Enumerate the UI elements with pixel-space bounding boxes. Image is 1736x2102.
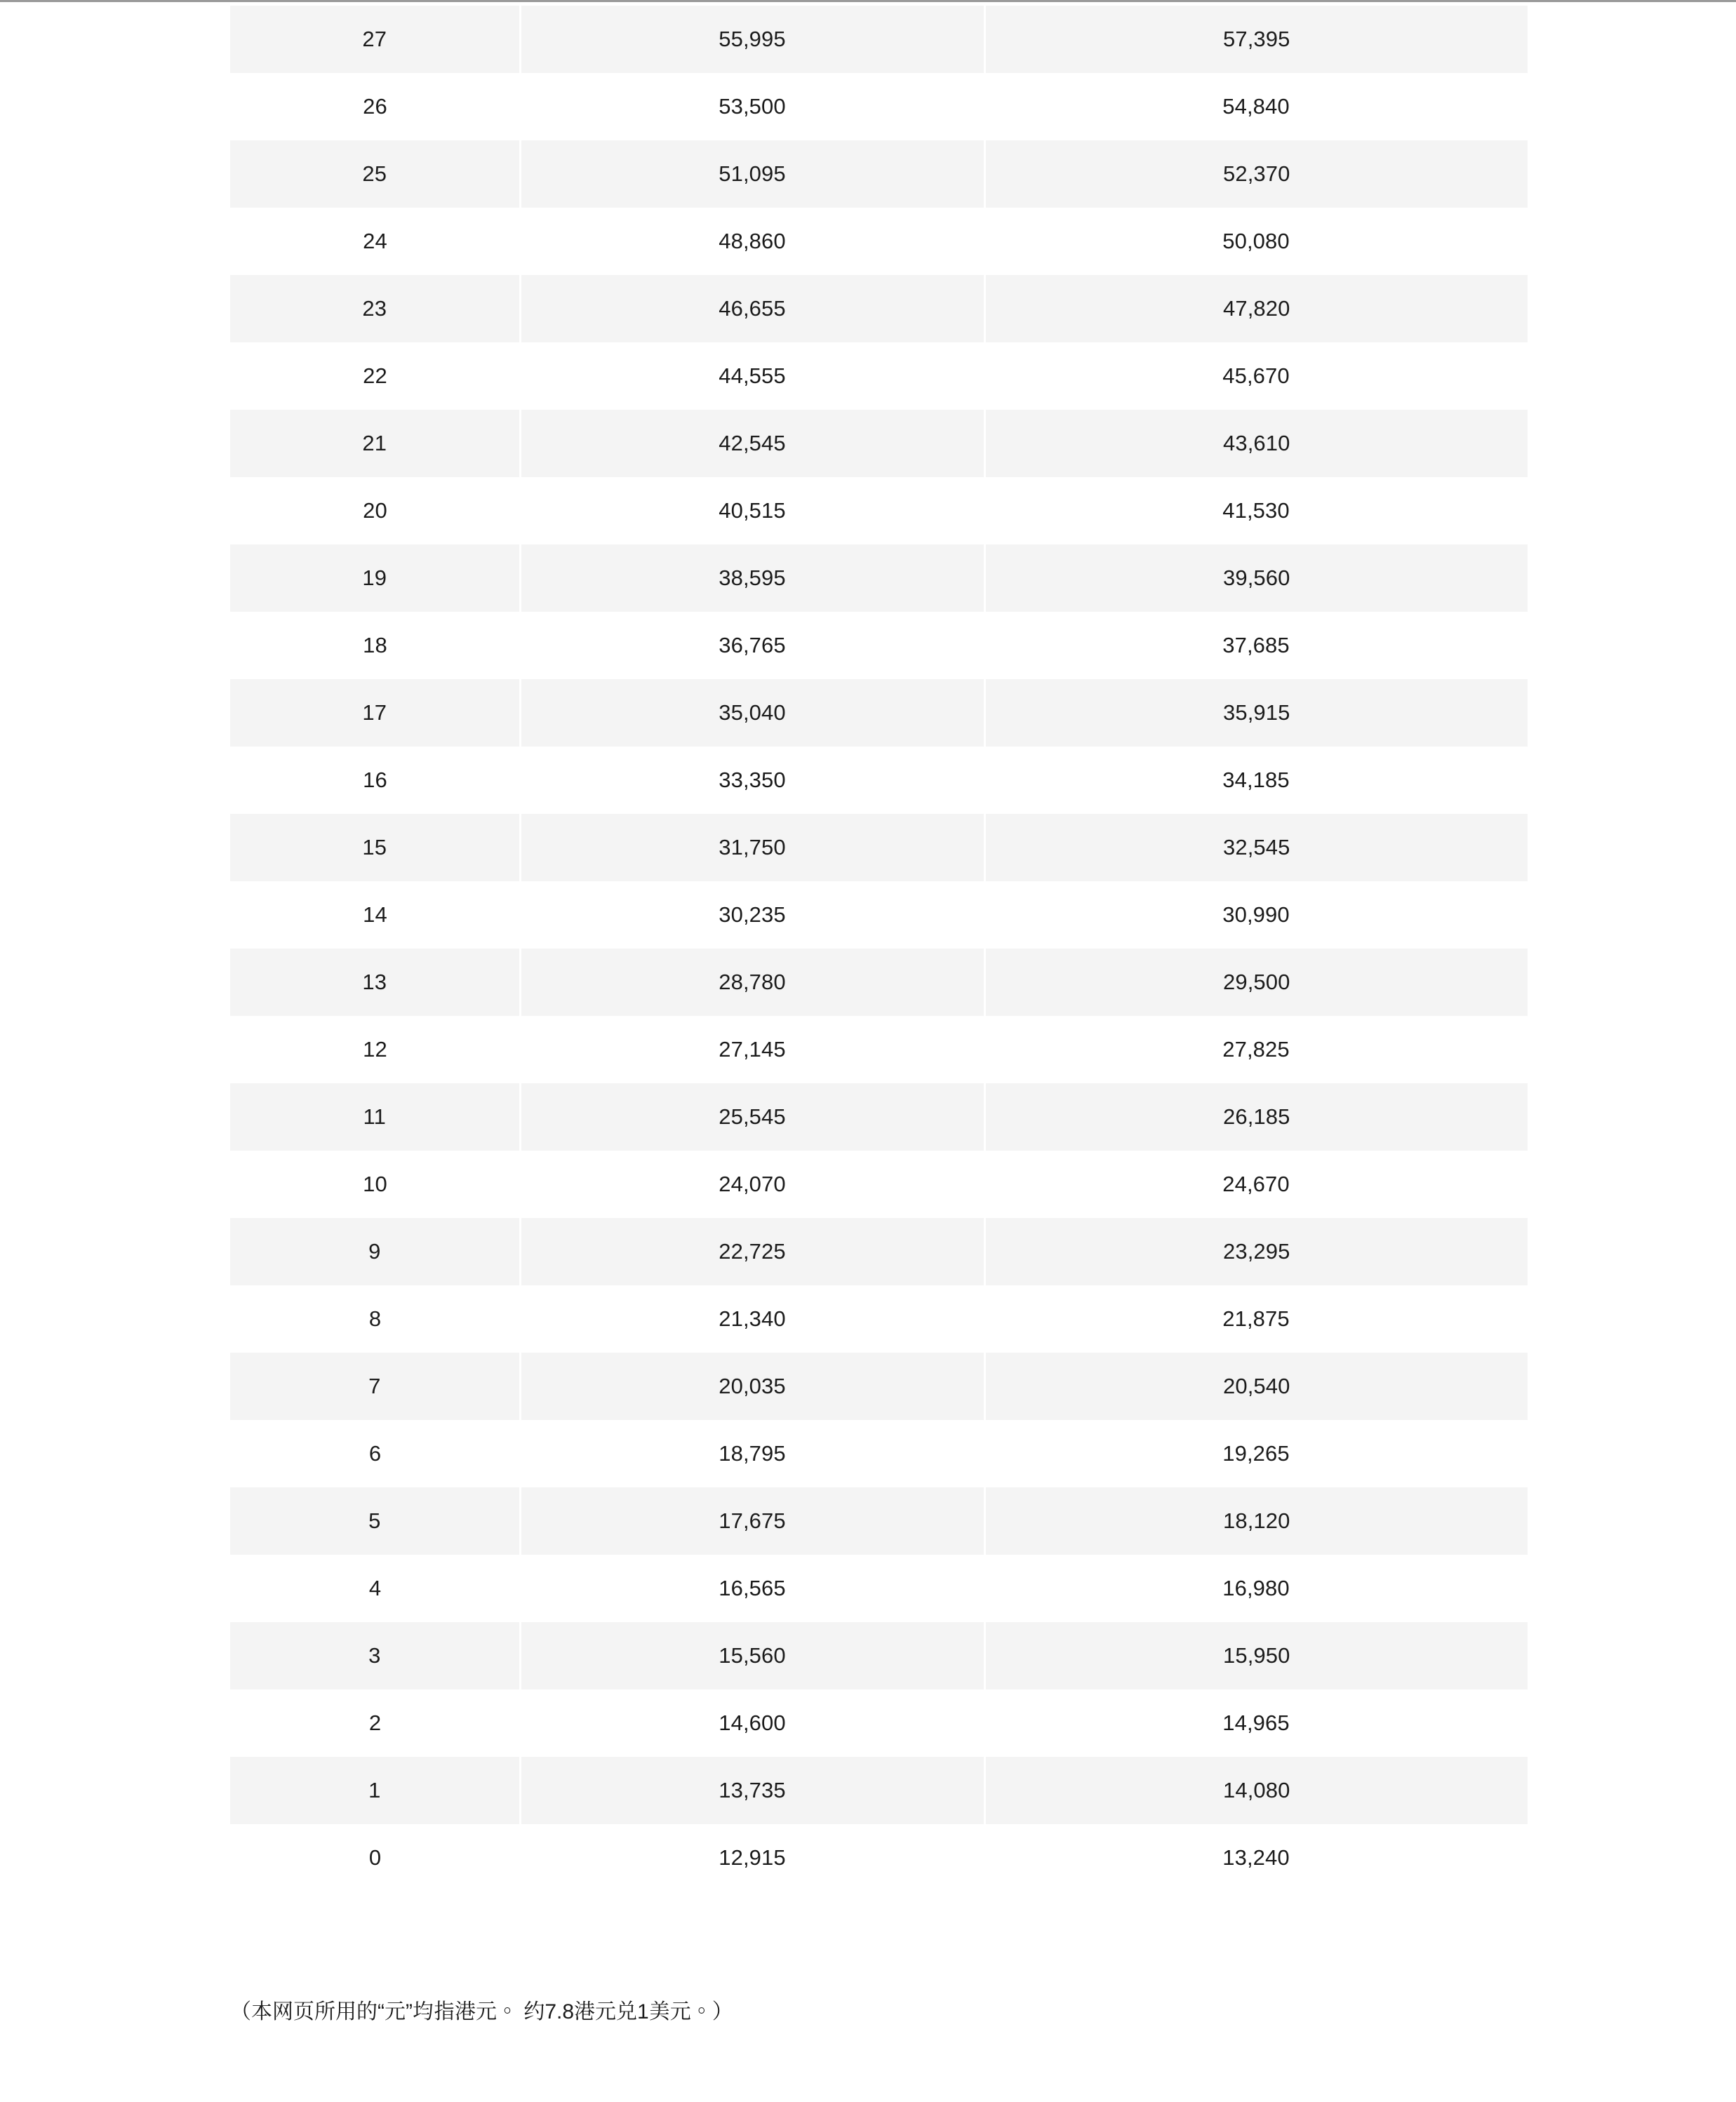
cell-value-1: 24,070 (520, 1151, 984, 1218)
cell-value-2: 37,685 (984, 612, 1528, 679)
table-row (230, 1016, 1528, 1083)
cell-value-2: 24,670 (984, 1151, 1528, 1218)
cell-index: 3 (230, 1622, 520, 1689)
cell-value-1: 35,040 (520, 679, 984, 747)
table-row (230, 1689, 1528, 1757)
table-row (230, 881, 1528, 949)
table-row (230, 1487, 1528, 1555)
cell-value-2: 35,915 (984, 679, 1528, 747)
table-row (230, 342, 1528, 410)
table-row (230, 1555, 1528, 1622)
cell-value-1: 13,735 (520, 1757, 984, 1824)
cell-value-2: 39,560 (984, 544, 1528, 612)
cell-index: 27 (230, 6, 520, 73)
table-row (230, 1151, 1528, 1218)
table-row (230, 6, 1528, 73)
cell-value-2: 20,540 (984, 1353, 1528, 1420)
cell-value-2: 45,670 (984, 342, 1528, 410)
cell-value-1: 14,600 (520, 1689, 984, 1757)
table-row (230, 747, 1528, 814)
table-row (230, 275, 1528, 342)
cell-value-1: 46,655 (520, 275, 984, 342)
fee-schedule-table (230, 6, 1528, 1892)
cell-index: 5 (230, 1487, 520, 1555)
table-row (230, 544, 1528, 612)
cell-index: 13 (230, 949, 520, 1016)
cell-index: 1 (230, 1757, 520, 1824)
table-row (230, 1353, 1528, 1420)
table-row (230, 477, 1528, 544)
cell-value-2: 54,840 (984, 73, 1528, 140)
table-row (230, 1757, 1528, 1824)
table-row (230, 1285, 1528, 1353)
cell-value-1: 53,500 (520, 73, 984, 140)
cell-value-1: 22,725 (520, 1218, 984, 1285)
cell-value-2: 57,395 (984, 6, 1528, 73)
cell-index: 9 (230, 1218, 520, 1285)
cell-value-1: 15,560 (520, 1622, 984, 1689)
cell-index: 6 (230, 1420, 520, 1487)
cell-index: 2 (230, 1689, 520, 1757)
cell-index: 10 (230, 1151, 520, 1218)
table-row (230, 1218, 1528, 1285)
currency-footnote: （本网页所用的“元”均指港元。 约7.8港元兑1美元。） (230, 2000, 733, 2023)
table-row (230, 140, 1528, 208)
cell-value-1: 27,145 (520, 1016, 984, 1083)
table-row (230, 208, 1528, 275)
cell-value-1: 40,515 (520, 477, 984, 544)
cell-index: 24 (230, 208, 520, 275)
cell-value-1: 20,035 (520, 1353, 984, 1420)
cell-value-1: 25,545 (520, 1083, 984, 1151)
cell-index: 16 (230, 747, 520, 814)
cell-value-1: 55,995 (520, 6, 984, 73)
cell-index: 8 (230, 1285, 520, 1353)
cell-index: 20 (230, 477, 520, 544)
cell-value-1: 33,350 (520, 747, 984, 814)
cell-index: 18 (230, 612, 520, 679)
cell-index: 14 (230, 881, 520, 949)
cell-value-2: 47,820 (984, 275, 1528, 342)
cell-value-2: 41,530 (984, 477, 1528, 544)
table-row (230, 1622, 1528, 1689)
table-row (230, 949, 1528, 1016)
cell-value-2: 13,240 (984, 1824, 1528, 1892)
cell-index: 19 (230, 544, 520, 612)
cell-value-2: 26,185 (984, 1083, 1528, 1151)
table-row (230, 612, 1528, 679)
cell-value-2: 52,370 (984, 140, 1528, 208)
cell-index: 25 (230, 140, 520, 208)
cell-index: 23 (230, 275, 520, 342)
table-row (230, 73, 1528, 140)
cell-value-2: 30,990 (984, 881, 1528, 949)
cell-value-1: 12,915 (520, 1824, 984, 1892)
cell-index: 15 (230, 814, 520, 881)
cell-value-1: 31,750 (520, 814, 984, 881)
cell-index: 21 (230, 410, 520, 477)
cell-value-2: 14,080 (984, 1757, 1528, 1824)
cell-value-2: 19,265 (984, 1420, 1528, 1487)
table-row (230, 1083, 1528, 1151)
cell-value-1: 51,095 (520, 140, 984, 208)
cell-value-2: 23,295 (984, 1218, 1528, 1285)
table-row (230, 1824, 1528, 1892)
table-row (230, 410, 1528, 477)
cell-value-1: 38,595 (520, 544, 984, 612)
cell-index: 11 (230, 1083, 520, 1151)
cell-index: 4 (230, 1555, 520, 1622)
cell-value-1: 42,545 (520, 410, 984, 477)
table-row (230, 1420, 1528, 1487)
table-row (230, 814, 1528, 881)
cell-value-2: 14,965 (984, 1689, 1528, 1757)
cell-value-1: 21,340 (520, 1285, 984, 1353)
cell-value-2: 50,080 (984, 208, 1528, 275)
cell-index: 17 (230, 679, 520, 747)
cell-value-2: 27,825 (984, 1016, 1528, 1083)
cell-value-1: 18,795 (520, 1420, 984, 1487)
cell-value-2: 21,875 (984, 1285, 1528, 1353)
fee-schedule-table-body (230, 6, 1528, 1892)
cell-index: 7 (230, 1353, 520, 1420)
cell-value-1: 16,565 (520, 1555, 984, 1622)
cell-value-1: 28,780 (520, 949, 984, 1016)
cell-value-2: 18,120 (984, 1487, 1528, 1555)
cell-value-1: 36,765 (520, 612, 984, 679)
cell-value-2: 29,500 (984, 949, 1528, 1016)
cell-index: 12 (230, 1016, 520, 1083)
cell-value-1: 44,555 (520, 342, 984, 410)
cell-value-2: 16,980 (984, 1555, 1528, 1622)
cell-value-1: 30,235 (520, 881, 984, 949)
cell-value-1: 48,860 (520, 208, 984, 275)
cell-value-2: 34,185 (984, 747, 1528, 814)
cell-value-1: 17,675 (520, 1487, 984, 1555)
cell-index: 0 (230, 1824, 520, 1892)
cell-value-2: 32,545 (984, 814, 1528, 881)
cell-value-2: 15,950 (984, 1622, 1528, 1689)
cell-index: 26 (230, 73, 520, 140)
cell-value-2: 43,610 (984, 410, 1528, 477)
cell-index: 22 (230, 342, 520, 410)
table-row (230, 679, 1528, 747)
